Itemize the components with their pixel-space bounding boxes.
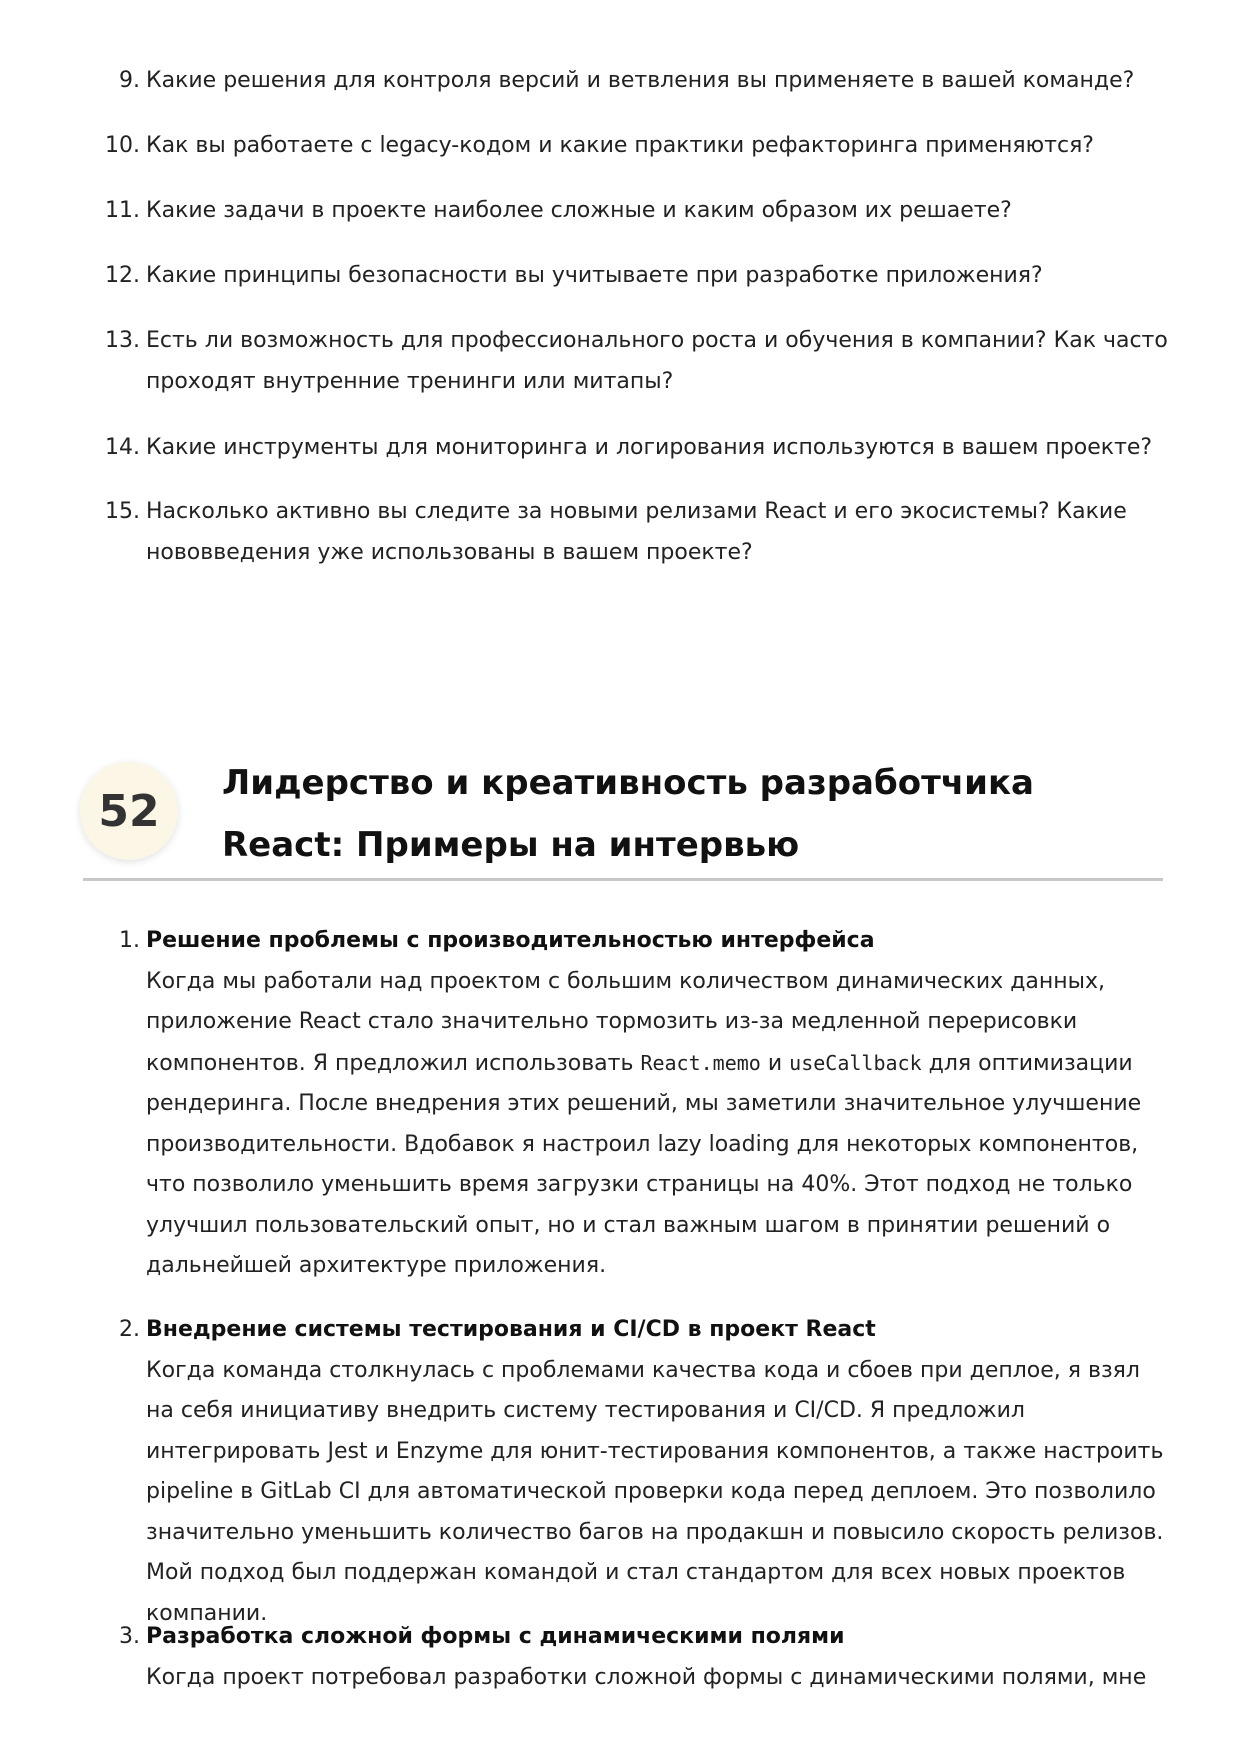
section-title: Лидерство и креативность разработчика React: Примеры на интервью bbox=[222, 763, 1034, 865]
question-item bbox=[105, 190, 1176, 231]
example-item bbox=[119, 921, 1166, 1287]
inline-code: React.memo bbox=[640, 1050, 761, 1075]
question-item bbox=[105, 427, 1176, 468]
section-number-badge: 52 bbox=[80, 762, 178, 860]
body-text: для оптимизации рендеринга. После внедрения этих решений, мы заметили значительное улучшение производительности. Вдобавок я настроил lazy loading для некоторых компонентов, что позволило уменьшить время загрузки страницы на 40%. Этот подход не только улучшил пользовательский опыт, но и стал важным шагом в принятии решений о дальнейшей архитектуре приложения. bbox=[146, 1050, 1142, 1278]
question-text: Какие задачи в проекте наиболее сложные и каким образом их решаете? bbox=[146, 198, 1012, 223]
question-text: Есть ли возможность для профессионального роста и обучения в компании? Как часто проходят внутренние тренинги или митапы? bbox=[146, 328, 1168, 394]
item-body bbox=[146, 962, 1166, 1287]
inline-code: useCallback bbox=[789, 1050, 922, 1075]
item-number: 9. bbox=[119, 68, 140, 93]
question-text: Какие инструменты для мониторинга и логирования используются в вашем проекте? bbox=[146, 435, 1153, 460]
item-number: 3. bbox=[119, 1624, 140, 1649]
item-number: 13. bbox=[105, 328, 140, 353]
item-number: 10. bbox=[105, 133, 140, 158]
question-item bbox=[105, 320, 1176, 402]
item-number: 15. bbox=[105, 499, 140, 524]
item-number: 12. bbox=[105, 263, 140, 288]
item-body: Когда проект потребовал разработки сложной формы с динамическими полями, мне bbox=[146, 1664, 1147, 1690]
body-text: Когда мы работали над проектом с большим количеством динамических данных, приложение React стало значительно тормозить из-за медленной перерисовки компонентов. Я предложил использовать bbox=[146, 968, 1106, 1076]
question-item bbox=[105, 491, 1176, 573]
item-title: Разработка сложной формы с динамическими полями bbox=[146, 1624, 845, 1649]
question-text: Насколько активно вы следите за новыми релизами React и его экосистемы? Какие нововведения уже использованы в вашем проекте? bbox=[146, 499, 1127, 565]
body-text: и bbox=[760, 1050, 790, 1076]
item-number: 11. bbox=[105, 198, 140, 223]
question-text: Какие принципы безопасности вы учитываете при разработке приложения? bbox=[146, 263, 1043, 288]
item-body: Когда команда столкнулась с проблемами качества кода и сбоев при деплое, я взял на себя инициативу внедрить систему тестирования и CI/CD. Я предложил интегрировать Jest и Enzyme для юнит-тестирования компонентов, а также настроить pipeline в GitLab CI для автоматической проверки кода перед деплоем. Это позволило значительно уменьшить количество багов на продакшн и повысило скорость релизов. Мой подход был поддержан командой и стал стандартом для всех новых проектов компании. bbox=[146, 1357, 1164, 1626]
item-number: 2. bbox=[119, 1317, 140, 1342]
question-item bbox=[119, 60, 1176, 101]
item-number: 14. bbox=[105, 435, 140, 460]
question-text: Как вы работаете с legacy-кодом и какие практики рефакторинга применяются? bbox=[146, 133, 1094, 158]
question-item bbox=[105, 255, 1176, 296]
example-item bbox=[119, 1310, 1166, 1634]
item-title: Внедрение системы тестирования и CI/CD в проект React bbox=[146, 1317, 876, 1342]
question-item bbox=[105, 125, 1176, 166]
item-number: 1. bbox=[119, 928, 140, 953]
example-item bbox=[119, 1617, 1166, 1698]
divider bbox=[83, 878, 1163, 881]
question-text: Какие решения для контроля версий и ветвления вы применяете в вашей команде? bbox=[146, 68, 1135, 93]
item-title: Решение проблемы с производительностью интерфейса bbox=[146, 928, 875, 953]
